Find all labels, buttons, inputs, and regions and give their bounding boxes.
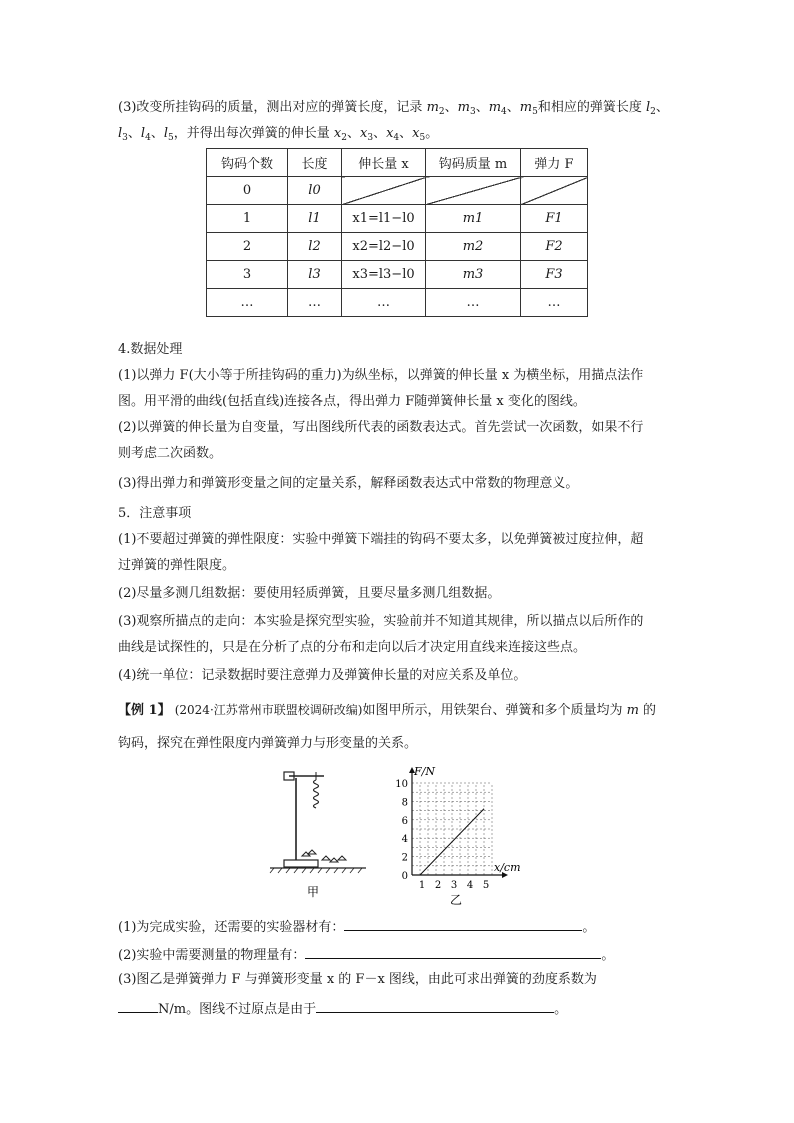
answer-blank-3b[interactable]	[316, 998, 554, 1013]
section-4-p3: (3)得出弹力和弹簧形变量之间的定量关系，解释函数表达式中常数的物理意义。	[118, 476, 579, 491]
question-3-line2: N/m。图线不过原点是由于 。	[118, 998, 567, 1020]
intro-line-1: (3)改变所挂钩码的质量，测出对应的弹簧长度，记录 $m_2$、$m_3$、$m_4$、$m_5$和相应的弹簧长度 $l_2$、	[118, 100, 669, 117]
table-cell: x1=l1−l0	[342, 205, 426, 233]
x-tick-label: 1	[418, 880, 426, 891]
section-5-n3-line1: (3)观察所描点的走向：本实验是探究型实验，实验前并不知道其规律，所以描点以后所作的	[118, 614, 644, 629]
table-cell: 0	[207, 177, 288, 205]
table-cell: m2	[426, 233, 521, 261]
table-cell: F2	[521, 233, 588, 261]
answer-blank-2[interactable]	[305, 944, 601, 959]
y-tick-label: 10	[395, 779, 408, 790]
table-cell: m3	[426, 261, 521, 289]
y-tick-label: 6	[401, 815, 408, 827]
table-cell: …	[288, 289, 342, 317]
table-cell-empty	[342, 177, 426, 205]
table-cell: …	[426, 289, 521, 317]
example-text: 如图甲所示，用铁架台、弹簧和多个质量均为	[362, 703, 627, 718]
x-tick-label: 4	[466, 880, 474, 891]
table-cell: 3	[207, 261, 288, 289]
table-cell: l2	[288, 233, 342, 261]
x-tick-label: 2	[434, 880, 442, 891]
table-row	[207, 289, 588, 317]
question-3-unit: N/m。图线不过原点是由于	[158, 1002, 317, 1017]
table-cell: …	[342, 289, 426, 317]
example-line-2: 钩码，探究在弹性限度内弹簧弹力与形变量的关系。	[118, 736, 418, 751]
question-1: (1)为完成实验，还需要的实验器材有： 。	[118, 916, 595, 938]
table-header: 伸长量 x	[342, 149, 426, 177]
figure-label-jia: 甲	[307, 885, 320, 899]
table-cell-empty	[426, 177, 521, 205]
section-5-n3-line2: 曲线是试探性的，只是在分析了点的分布和走向以后才决定用直线来连接这些点。	[118, 640, 587, 655]
table-row	[207, 233, 588, 261]
table-cell: l3	[288, 261, 342, 289]
table-row	[207, 177, 588, 205]
figure-label-yi: 乙	[450, 893, 463, 907]
section-4-p2-line1: (2)以弹簧的伸长量为自变量，写出图线所代表的函数表达式。首先尝试一次函数，如果不行	[118, 420, 644, 435]
chart-grid	[412, 783, 492, 875]
section-5-n4: (4)统一单位：记录数据时要注意弹力及弹簧伸长量的对应关系及单位。	[118, 668, 527, 683]
force-extension-chart	[378, 758, 538, 908]
table-cell: 2	[207, 233, 288, 261]
answer-blank-1[interactable]	[344, 916, 582, 931]
y-tick-label: 4	[401, 834, 408, 846]
section-5-n2: (2)尽量多测几组数据：要使用轻质弹簧，且要尽量多测几组数据。	[118, 586, 501, 601]
section-4-title: 4.数据处理	[118, 342, 183, 357]
section-5-n1-line1: (1)不要超过弹簧的弹性限度：实验中弹簧下端挂的钩码不要太多，以免弹簧被过度拉伸，超	[118, 532, 644, 547]
question-1-text: (1)为完成实验，还需要的实验器材有：	[118, 920, 345, 935]
table-row	[207, 261, 588, 289]
table-cell: m1	[426, 205, 521, 233]
table-cell: …	[207, 289, 288, 317]
data-table	[206, 148, 588, 317]
table-row	[207, 205, 588, 233]
table-header: 钩码个数	[207, 149, 288, 177]
x-tick-label: 5	[482, 880, 490, 891]
section-5-n1-line2: 过弹簧的弹性限度。	[118, 558, 236, 573]
table-cell: l0	[288, 177, 342, 205]
section-4-p1-line2: 图。用平滑的曲线(包括直线)连接各点，得出弹力 F随弹簧伸长量 x 变化的图线。	[118, 394, 586, 409]
table-cell: F1	[521, 205, 588, 233]
intro-text: (3)改变所挂钩码的质量，测出对应的弹簧长度，记录	[118, 100, 427, 115]
example-tag: 【例 1】	[118, 703, 171, 718]
table-cell: l1	[288, 205, 342, 233]
intro-line-2: $l_3$、$l_4$、$l_5$，并得出每次弹簧的伸长量 $x_2$、$x_3$、$x_4$、$x_5$。	[118, 126, 439, 143]
table-cell: 1	[207, 205, 288, 233]
answer-blank-3a[interactable]	[118, 998, 158, 1013]
table-header-row	[207, 149, 588, 177]
y-tick-label: 8	[401, 797, 408, 809]
question-2-text: (2)实验中需要测量的物理量有：	[118, 948, 306, 963]
x-tick-label: 3	[450, 880, 458, 891]
table-cell: x2=l2−l0	[342, 233, 426, 261]
table-cell: …	[521, 289, 588, 317]
y-axis-label: F/N	[414, 765, 435, 778]
y-tick-label: 0	[401, 871, 408, 882]
example-source: (2024·江苏常州市联盟校调研改编)	[174, 703, 363, 717]
table-header: 长度	[288, 149, 342, 177]
table-header: 钩码质量 m	[426, 149, 521, 177]
table-header: 弹力 F	[521, 149, 588, 177]
question-3-line1: (3)图乙是弹簧弹力 F 与弹簧形变量 x 的 F－x 图线，由此可求出弹簧的劲度系数为	[118, 972, 597, 987]
y-tick-label: 2	[401, 852, 408, 864]
table-cell: F3	[521, 261, 588, 289]
apparatus-figure	[266, 766, 370, 900]
section-4-p1-line1: (1)以弹力 F(大小等于所挂钩码的重力)为纵坐标，以弹簧的伸长量 x 为横坐标，用描点法作	[118, 368, 644, 383]
section-5-title: 5．注意事项	[118, 506, 192, 521]
question-2: (2)实验中需要测量的物理量有： 。	[118, 944, 614, 966]
section-4-p2-line2: 则考虑二次函数。	[118, 446, 223, 461]
example-line-1: 【例 1】 (2024·江苏常州市联盟校调研改编)如图甲所示，用铁架台、弹簧和多个质量均为 m 的	[118, 703, 657, 718]
table-cell: x3=l3−l0	[342, 261, 426, 289]
table-cell-empty	[521, 177, 588, 205]
x-axis-label: x/cm	[494, 861, 521, 874]
